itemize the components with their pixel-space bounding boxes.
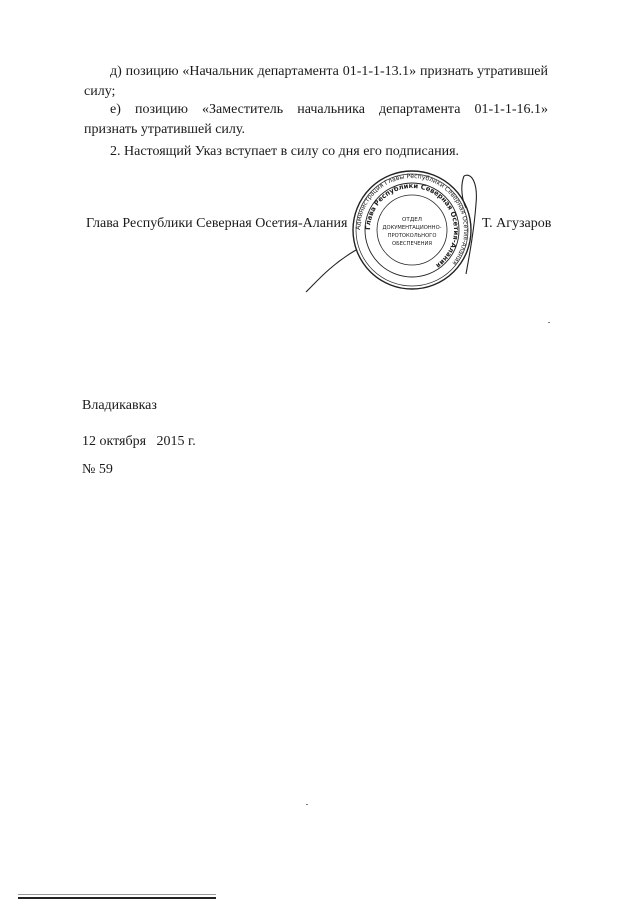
signature-flourish: [452, 170, 482, 280]
scan-speck: [306, 804, 308, 805]
seal-center-line-2: ДОКУМЕНТАЦИОННО-: [382, 225, 442, 231]
signatory-name: Т. Агузаров: [482, 216, 552, 231]
signatory-post: Глава Республики Северная Осетия-Алания: [86, 216, 348, 231]
decree-number: № 59: [82, 462, 113, 477]
seal-outer-text: Администрация Главы Республики Северная Осетия-Алания: [354, 172, 470, 267]
place-of-signing: Владикавказ: [82, 398, 157, 413]
seal-center-line-1: ОТДЕЛ: [402, 217, 422, 223]
footer-rule: [18, 897, 216, 899]
seal-center-line-3: ПРОТОКОЛЬНОГО: [387, 233, 437, 239]
item-e: е) позицию «Заместитель начальника департамента 01-1-1-16.1» признать утратившей силу.: [84, 102, 548, 137]
signature-stroke: [300, 246, 360, 296]
footer-rule: [18, 894, 216, 895]
seal-inner-text: Глава Республики Северная Осетия-Алания: [363, 181, 461, 270]
signing-date: 12 октября 2015 г.: [82, 434, 196, 449]
scan-speck: [548, 322, 550, 323]
seal-center-line-4: ОБЕСПЕЧЕНИЯ: [392, 241, 432, 247]
item-d: д) позицию «Начальник департамента 01-1-1-13.1» признать утратившей силу;: [84, 64, 548, 99]
clause-2: 2. Настоящий Указ вступает в силу со дня его подписания.: [110, 144, 460, 159]
